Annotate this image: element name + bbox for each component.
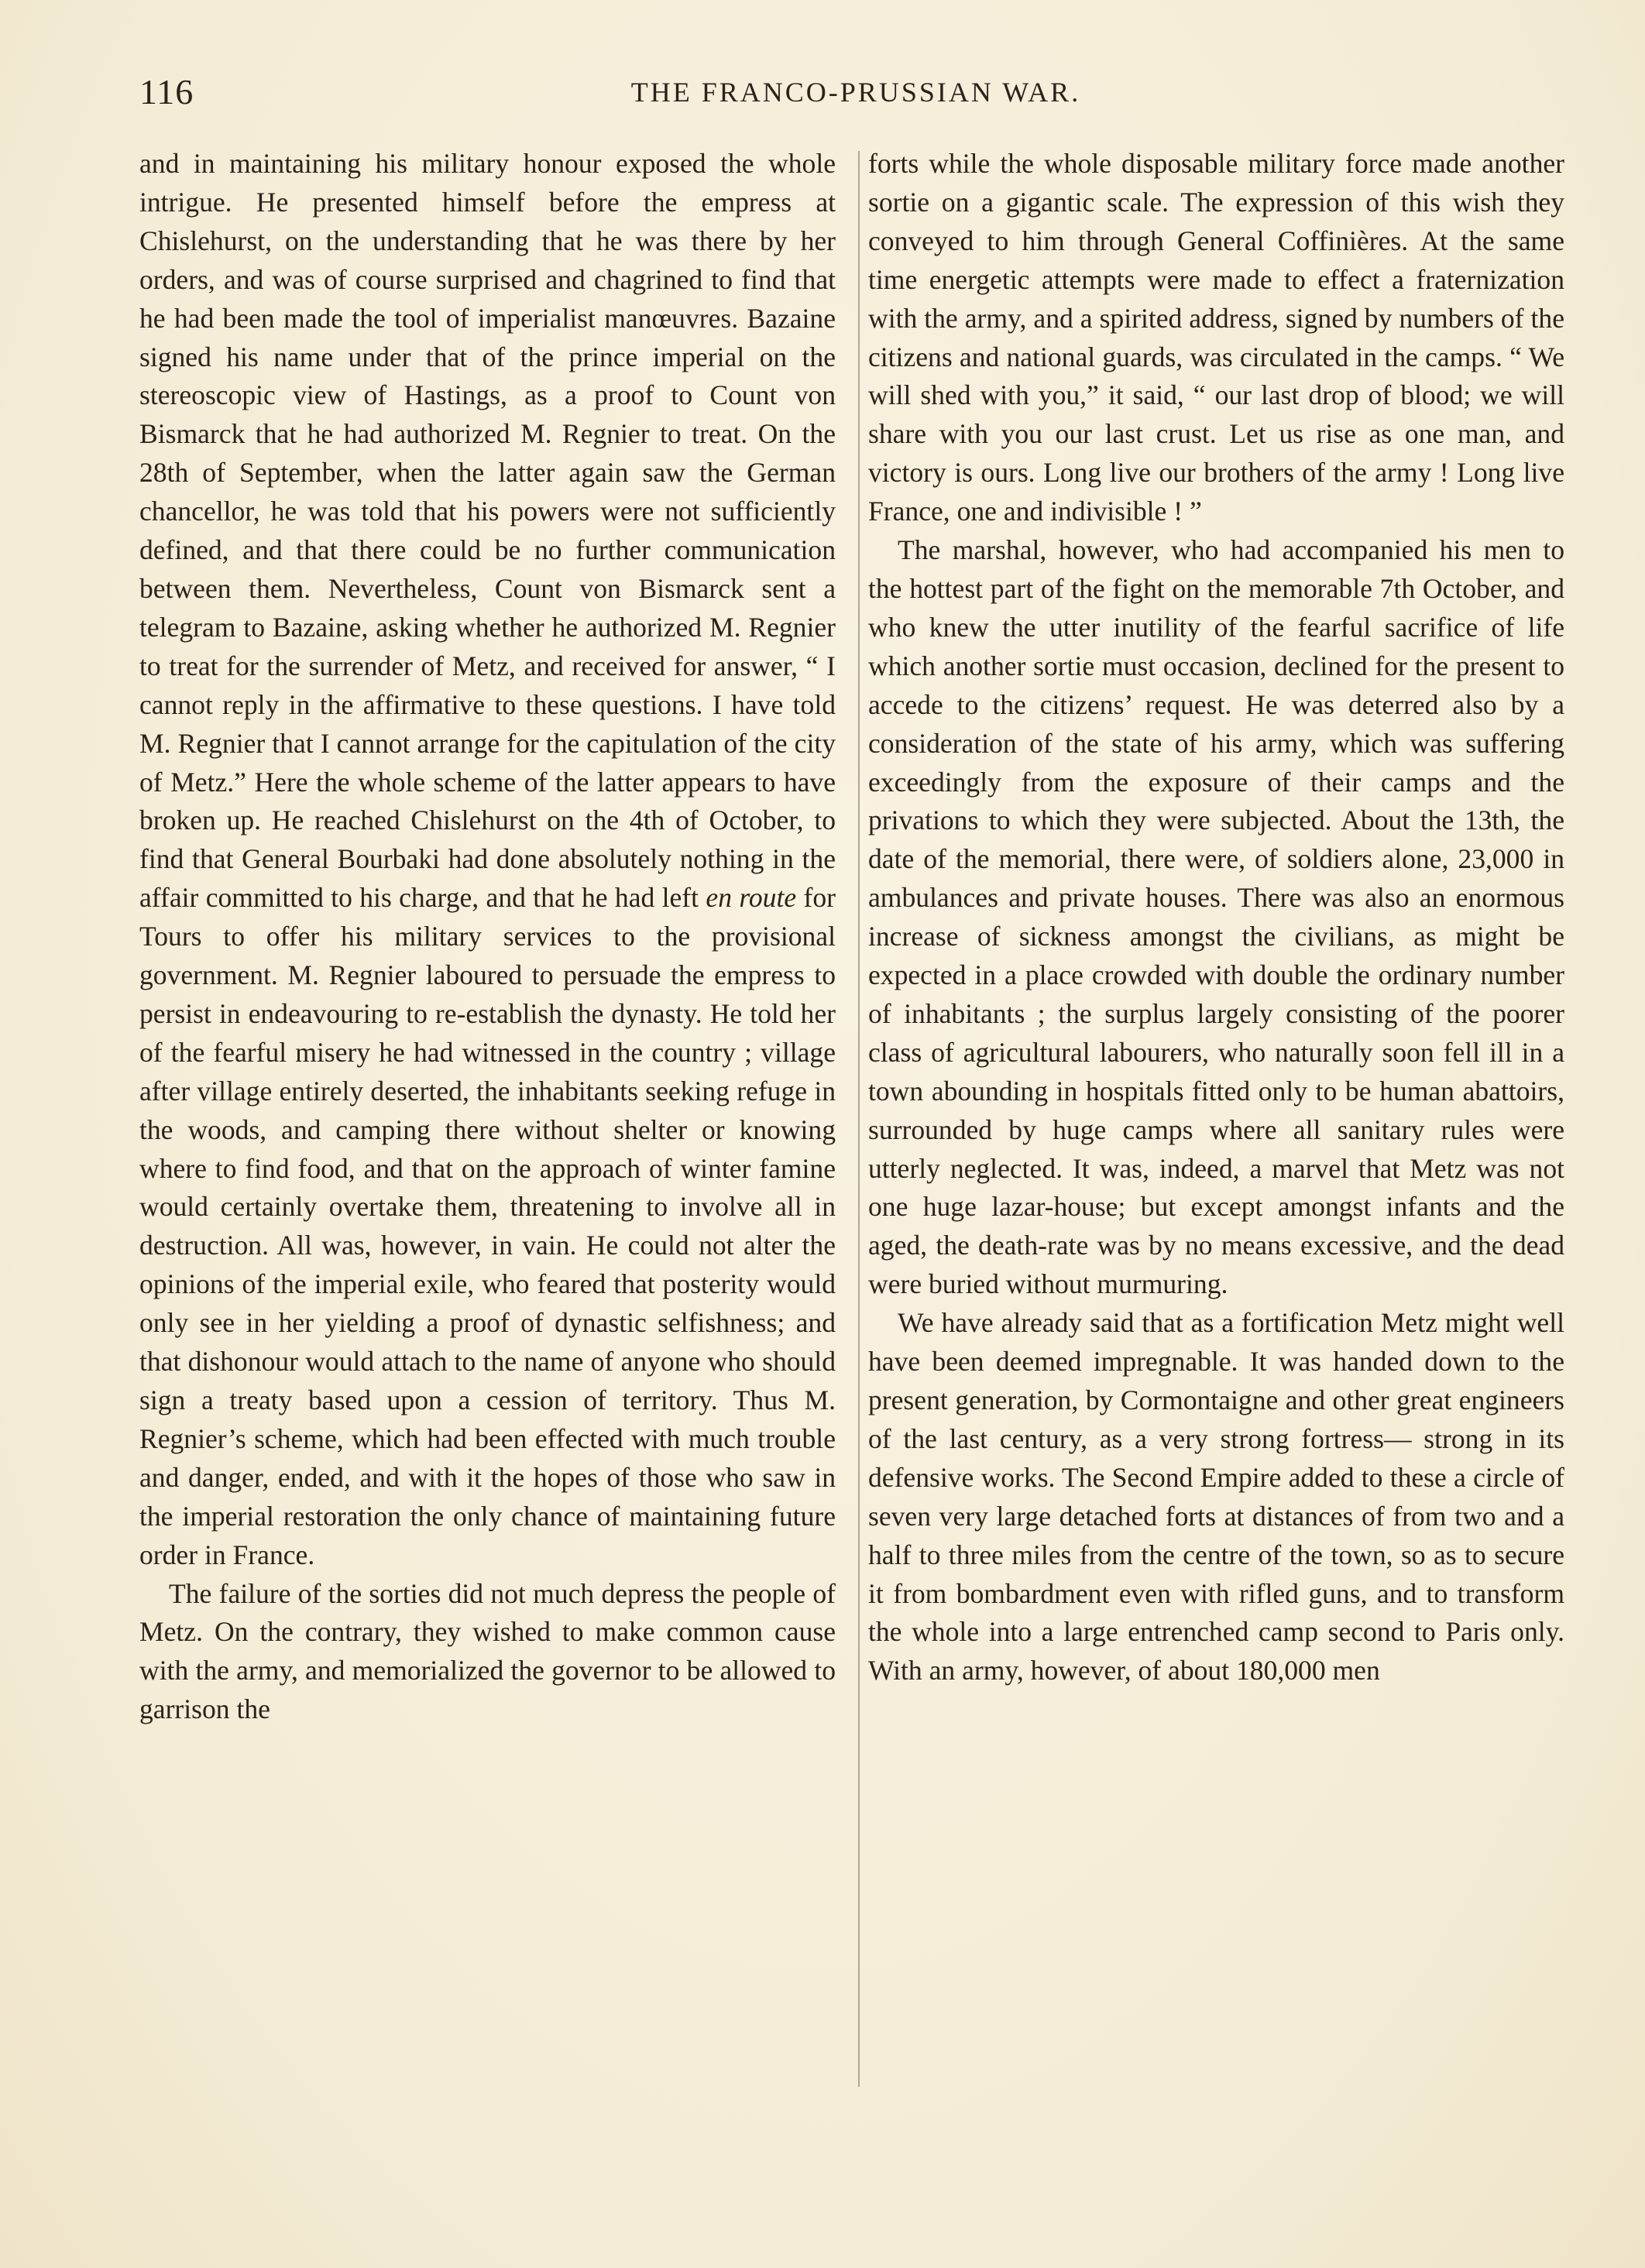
left-paragraph-1-tail: for Tours to offer his military services to the provisional government. M. Regnier laboured to persuade the empress to persist in endeavouring to re-establish the dynasty. He told her of the fearful misery he had witnessed in the country ; village after village entirely deserted, the inhabitants seeking refuge in the woods, and camping there without shelter or knowing where to find food, and that on the approach of winter famine would certainly overtake them, threatening to involve all in destruction. All was, however, in vain. He could not alter the opinions of the imperial exile, who feared that posterity would only see in her yielding a proof of dynastic selfishness; and that dishonour would attach to the name of anyone who should sign a treaty based upon a cession of territory. Thus M. Regnier’s scheme, which had been effected with much trouble and danger, ended, and with it the hopes of those who saw in the imperial restoration the only chance of maintaining future order in France. <box>139 882 836 1570</box>
left-column <box>139 145 836 1729</box>
page-number: 116 <box>139 72 194 112</box>
left-paragraph-1 <box>139 145 836 1575</box>
page-header <box>139 71 1572 118</box>
left-paragraph-2: The failure of the sorties did not much depress the people of Metz. On the contrary, they wished to make common cause with the army, and memorialized the governor to be allowed to garrison the <box>139 1577 836 1725</box>
right-paragraph-1: forts while the whole disposable military force made another sortie on a gigantic scale. The expression of this wish they conveyed to him through General Coffinières. At the same time energetic attempts were made to effect a fraternization with the army, and a spirited address, signed by numbers of the citizens and national guards, was circulated in the camps. “ We will shed with you,” it said, “ our last drop of blood; we will share with you our last crust. Let us rise as one man, and victory is ours. Long live our brothers of the army ! Long live France, one and indivisible ! ” <box>868 148 1564 527</box>
column-divider <box>858 151 860 2087</box>
right-paragraph-2: The marshal, however, who had accompanied his men to the hottest part of the fight on the memorable 7th October, and who knew the utter inutility of the fearful sacrifice of life which another sortie must occasion, declined for the present to accede to the citizens’ request. He was deterred also by a consideration of the state of his army, which was suffering exceedingly from the exposure of their camps and the privations to which they were subjected. About the 13th, the date of the memorial, there were, of soldiers alone, 23,000 in ambulances and private houses. There was also an enormous increase of sickness amongst the civilians, as might be expected in a place crowded with double the ordinary number of inhabitants ; the surplus largely consisting of the poorer class of agricultural labourers, who naturally soon fell ill in a town abounding in hospitals fitted only to be human abattoirs, surrounded by huge camps where all sanitary rules were utterly neglected. It was, indeed, a marvel that Metz was not one huge lazar-house; but except amongst infants and the aged, the death-rate was by no means excessive, and the dead were buried without murmuring. <box>868 534 1564 1300</box>
running-title: THE FRANCO-PRUSSIAN WAR. <box>630 77 1081 108</box>
right-column <box>868 145 1564 1690</box>
italic-phrase-en-route: en route <box>706 882 797 914</box>
right-paragraph-3: We have already said that as a fortification Metz might well have been deemed impregnable. It was handed down to the present generation, by Cormontaigne and other great engineers of the last century, as a very strong fortress— strong in its defensive works. The Second Empire added to these a circle of seven very large detached forts at distances of from two and a half to three miles from the centre of the town, so as to secure it from bombardment even with rifled guns, and to transform the whole into a large entrenched camp second to Paris only. With an army, however, of about 180,000 men <box>868 1307 1564 1686</box>
left-paragraph-1-text: and in maintaining his military honour exposed the whole intrigue. He presented himself before the empress at Chislehurst, on the understanding that he was there by her orders, and was of course surprised and chagrined to find that he had been made the tool of imperialist manœuvres. Bazaine signed his name under that of the prince imperial on the stereoscopic view of Hastings, as a proof to Count von Bismarck that he had authorized M. Regnier to treat. On the 28th of September, when the latter again saw the German chancellor, he was told that his powers were not sufficiently defined, and that there could be no further communication between them. Nevertheless, Count von Bismarck sent a telegram to Bazaine, asking whether he authorized M. Regnier to treat for the surrender of Metz, and received for answer, “ I cannot reply in the affirmative to these questions. I have told M. Regnier that I cannot arrange for the capitulation of the city of Metz.” Here the whole scheme of the latter appears to have broken up. He reached Chislehurst on the 4th of October, to find that General Bourbaki had done absolutely nothing in the affair committed to his charge, and that he had left <box>139 148 836 914</box>
